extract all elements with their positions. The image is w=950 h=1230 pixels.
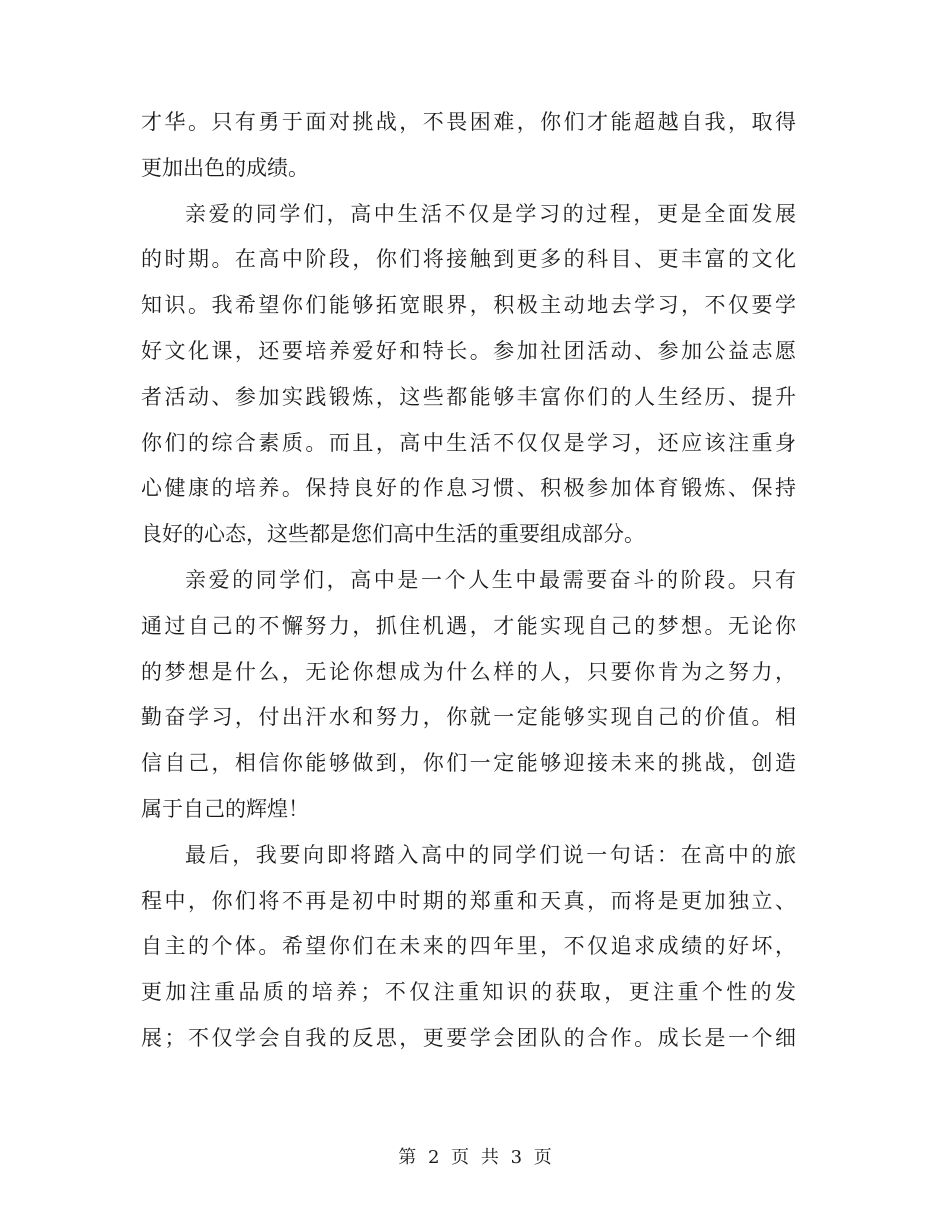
text-line: 的梦想是什么，无论你想成为什么样的人，只要你肯为之努力， <box>141 659 796 684</box>
text-line: 好文化课，还要培养爱好和特长。参加社团活动、参加公益志愿 <box>141 338 796 363</box>
text-line: 信自己，相信你能够做到，你们一定能够迎接未来的挑战，创造 <box>141 751 796 776</box>
text-line: 知识。我希望你们能够拓宽眼界，积极主动地去学习，不仅要学 <box>141 293 796 318</box>
text-line: 你们的综合素质。而且，高中生活不仅仅是学习，还应该注重身 <box>141 430 796 455</box>
text-line: 最后，我要向即将踏入高中的同学们说一句话：在高中的旅 <box>185 842 796 867</box>
text-line: 者活动、参加实践锻炼，这些都能够丰富你们的人生经历、提升 <box>141 384 796 409</box>
text-line: 良好的心态，这些都是您们高中生活的重要组成部分。 <box>141 522 645 547</box>
text-line: 更加出色的成绩。 <box>141 155 309 180</box>
text-line: 属于自己的辉煌！ <box>141 796 309 821</box>
text-line: 亲爱的同学们，高中生活不仅是学习的过程，更是全面发展 <box>185 201 796 226</box>
text-line: 自主的个体。希望你们在未来的四年里，不仅追求成绩的好坏， <box>141 934 796 959</box>
text-line: 才华。只有勇于面对挑战，不畏困难，你们才能超越自我，取得 <box>141 110 796 134</box>
text-line: 展；不仅学会自我的反思，更要学会团队的合作。成长是一个细 <box>141 1025 796 1050</box>
text-line: 更加注重品质的培养；不仅注重知识的获取，更注重个性的发 <box>141 980 796 1005</box>
text-line: 通过自己的不懈努力，抓住机遇，才能实现自己的梦想。无论你 <box>141 613 796 638</box>
text-line: 的时期。在高中阶段，你们将接触到更多的科目、更丰富的文化 <box>141 247 796 272</box>
text-line: 亲爱的同学们，高中是一个人生中最需要奋斗的阶段。只有 <box>185 567 796 592</box>
text-line: 程中，你们将不再是初中时期的郑重和天真，而将是更加独立、 <box>141 888 796 913</box>
text-line: 勤奋学习，付出汗水和努力，你就一定能够实现自己的价值。相 <box>141 705 796 730</box>
page-footer: 第 2 页 共 3 页 <box>398 1147 552 1168</box>
text-line: 心健康的培养。保持良好的作息习惯、积极参加体育锻炼、保持 <box>141 476 796 501</box>
body-text <box>141 100 796 1062</box>
